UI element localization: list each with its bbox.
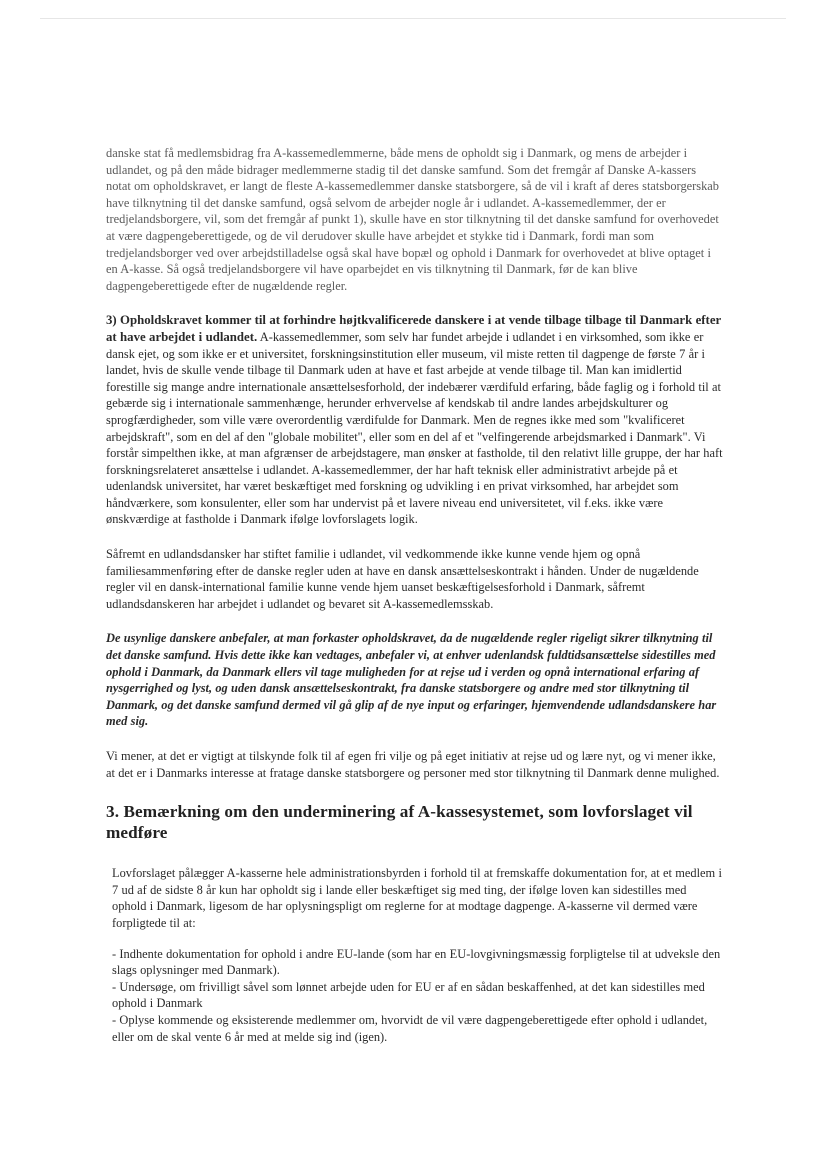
document-page <box>106 145 724 1045</box>
point-3-lead: 3) Opholdskravet kommer til at forhindre højtkvalificerede danskere i at vende tilbage tilbage til Danmark efter at have arbejdet i udlandet. <box>106 313 721 344</box>
paragraph-familiesammenfoering: Såfremt en udlandsdansker har stiftet familie i udlandet, vil vedkommende ikke kunne vende hjem og opnå familiesammenføring efter de danske regler uden at have en dansk ansættelseskontrakt i hånden. Under de nugældende regler vil en dansk-international familie kunne vende hjem uanset beskæftigelsesforhold i Danmark, såfremt udlandsdanskeren har arbejdet i udlandet og bevaret sit A-kassemedlemsskab. <box>106 547 699 611</box>
scan-edge-line <box>40 18 786 19</box>
bullet-item-eu-dokumentation: - Indhente dokumentation for ophold i andre EU-lande (som har en EU-lovgivningsmæssig forpligtelse til at udveksle den slags oplysninger med Danmark). <box>112 946 721 978</box>
section-heading-3: 3. Bemærkning om den underminering af A-kassesystemet, som lovforslaget vil medføre <box>106 802 693 843</box>
recommendation-paragraph: De usynlige danskere anbefaler, at man forkaster opholdskravet, da de nugældende regler rigeligt sikrer tilknytning til det danske samfund. Hvis dette ikke kan vedtages, anbefaler vi, at enhver udenlandsk fuldtidsansættelse sidestilles med ophold i Danmark, da Danmark ellers vil tage muligheden for at rejse ud i verden og opnå international erfaring af nysgerrighed og lyst, og uden dansk ansættelseskontrakt, fra danske statsborgere og andre med stor tilknytning til Danmark, og det danske samfund dermed vil gå glip af de nye input og erfaringer, hjemvendende udlandsdanskere har med sig. <box>106 631 717 729</box>
point-3-body: A-kassemedlemmer, som selv har fundet arbejde i udlandet i en virksomhed, som ikke er dansk ejet, og som ikke er et universitet, forskningsinstitution eller museum, vil miste retten til dagpenge de første 7 år i landet, hvis de skulle vende tilbage til Danmark uden at have et fast arbejde at vende tilbage til. Man kan imidlertid forestille sig mange andre internationale ansættelsesforhold, der indebærer værdifuld erfaring, både faglig og i forhold til at gebærde sig i internationale sammenhænge, herunder erhvervelse af kendskab til andre landes arbejdskulturer og sprogfærdigheder, som ville være overordentlig værdifulde for Danmark. Men de regnes ikke med som "kvalificeret arbejdskraft", som en del af den "globale mobilitet", eller som en del af et "velfingerende arbejdsmarked i Danmark". Vi forstår simpelthen ikke, at man afgrænser de arbejdstagere, man ønsker at fastholde, til den relativt lille gruppe, der har haft forskningsrelateret ansættelse i udlandet. A-kassemedlemmer, der har haft teknisk eller administrativt arbejde på et udenlandsk universitet, har været beskæftiget med forskning og udvikling i en privat virksomhed, har arbejdet som håndværkere, som konsulenter, eller som har undervist på et lavere niveau end universitetet, vil f.eks. ikke være ønskværdige at fastholde i Danmark ifølge lovforslagets logik. <box>106 329 723 527</box>
bullet-item-oplysning: - Oplyse kommende og eksisterende medlemmer om, hvorvidt de vil være dagpengeberettigede efter ophold i udlandet, eller om de skal vente 6 år med at melde sig ind (igen). <box>112 1012 708 1044</box>
paragraph-hoejtkvalificerede <box>106 312 724 528</box>
bullet-item-frivilligt-arbejde: - Undersøge, om frivilligt såvel som lønnet arbejde uden for EU er af en sådan beskaffenhed, at det kan sidestilles med ophold i Danmark <box>112 979 705 1011</box>
paragraph-administrationsbyrde: Lovforslaget pålægger A-kasserne hele administrationsbyrden i forhold til at fremskaffe dokumentation for, at et medlem i 7 ud af de sidste 8 år kun har opholdt sig i lande eller beskæftiget sig med ting, der ifølge loven kan sidestilles med ophold i Danmark, ligesom de har oplysningspligt om reglerne for at modtage dagpenge. A-kasserne vil dermed være forpligtede til at: <box>112 866 722 930</box>
paragraph-tilskynde: Vi mener, at det er vigtigt at tilskynde folk til af egen fri vilje og på eget initiativ at rejse ud og lære nyt, og vi mener ikke, at det er i Danmarks interesse at fratage danske statsborgere og personer med stor tilknytning til Danmark denne mulighed. <box>106 749 720 780</box>
paragraph-statsborgere: danske stat få medlemsbidrag fra A-kassemedlemmerne, både mens de opholdt sig i Danmark, og mens de arbejder i udlandet, og på den måde bidrager medlemmerne stadig til det danske samfund. Som det fremgår af Danske A-kassers notat om opholdskravet, er langt de fleste A-kassemedlemmer danske statsborgere, så de vil i kraft af deres statsborgerskab have tilknytning til det danske samfund, også selvom de arbejder nogle år i udlandet. A-kassemedlemmer, der er tredjelandsborgere, vil, som det fremgår af punkt 1), skulle have en stor tilknytning til det danske samfund for overhovedet at være dagpengeberettigede, og de vil derudover skulle have arbejdet et stykke tid i Danmark, fordi man som tredjelandsborger ved over arbejdstilladelse også skal have bopæl og ophold i Danmark for overhovedet at blive optaget i en A-kasse. Så også tredjelandsborgere vil have oparbejdet en vis tilknytning til Danmark, før de kan blive dagpengeberettigede efter de nugældende regler. <box>106 146 719 293</box>
